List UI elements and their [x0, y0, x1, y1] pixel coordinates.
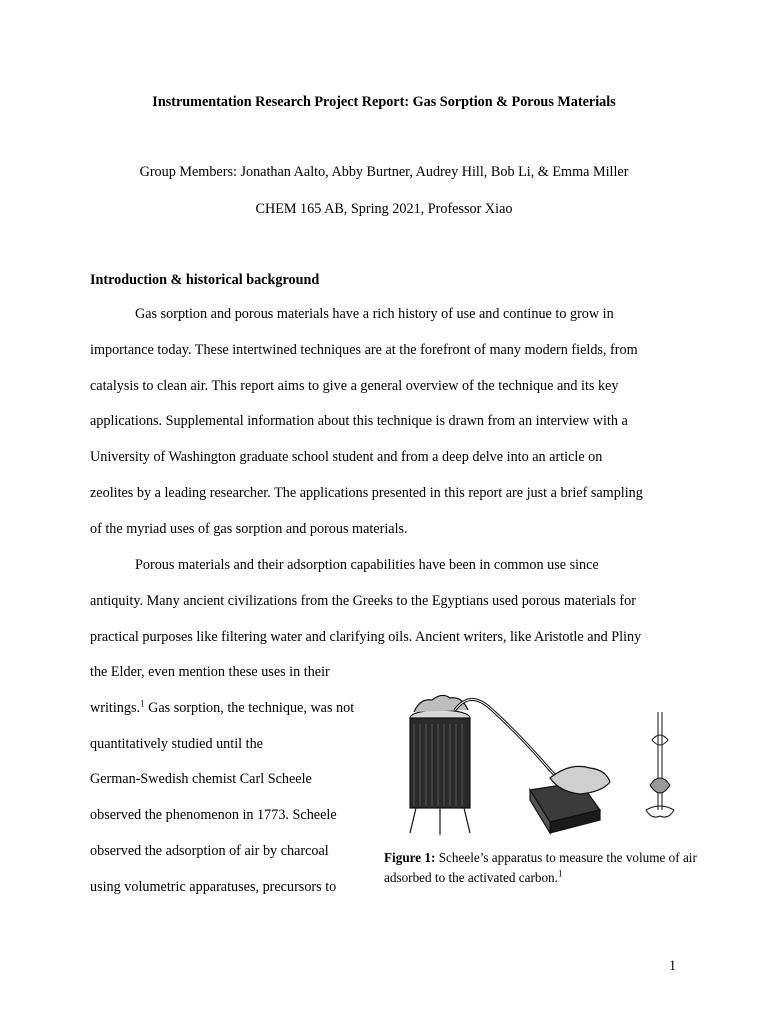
group-members: Group Members: Jonathan Aalto, Abby Burtner, Audrey Hill, Bob Li, & Emma Miller [139, 164, 629, 180]
text-line: German-Swedish chemist Carl Scheele [90, 771, 312, 788]
text-line: antiquity. Many ancient civilizations from the Greeks to the Egyptians used porous materials for [90, 592, 636, 609]
section-heading: Introduction & historical background [90, 272, 320, 288]
footnote-ref[interactable]: 1 [557, 868, 563, 879]
tube-illustration [455, 699, 562, 782]
text-line: using volumetric apparatuses, precursors to [90, 878, 337, 895]
text-line: catalysis to clean air. This report aims to give a general overview of the technique and its key [90, 377, 619, 394]
paragraph-history-wrapped [90, 655, 380, 906]
text-line: zeolites by a leading researcher. The applications presented in this report are just a brief sampling [90, 484, 643, 501]
text-line: applications. Supplemental information about this technique is drawn from an interview with a [90, 413, 628, 430]
text-line: importance today. These intertwined techniques are at the forefront of many modern fields, from [90, 341, 638, 358]
course-info: CHEM 165 AB, Spring 2021, Professor Xiao [255, 201, 513, 217]
paragraph-history [90, 548, 690, 655]
figure-label: Figure 1: [384, 850, 436, 865]
text-line: practical purposes like filtering water and clarifying oils. Ancient writers, like Aristotle and Pliny [90, 628, 642, 645]
text-line: the Elder, even mention these uses in their [90, 664, 330, 680]
text-line: observed the adsorption of air by charcoal [90, 842, 329, 859]
basin-illustration [530, 766, 610, 833]
text-fragment: writings. [90, 699, 141, 716]
page-number: 1 [669, 958, 677, 974]
scheele-apparatus-illustration [400, 690, 720, 840]
text-line [90, 691, 380, 727]
footnote-ref[interactable]: 1 [140, 698, 145, 709]
figure-caption-text: Scheele’s apparatus to measure the volume of air adsorbed to the activated carbon. [384, 850, 697, 885]
paragraph-intro [90, 297, 690, 548]
text-line: University of Washington graduate school student and from a deep delve into an article on [90, 449, 603, 466]
text-fragment: Gas sorption, the technique, was not [144, 699, 355, 716]
text-line: quantitatively studied until the [90, 735, 263, 752]
jar-illustration [410, 695, 470, 835]
document-title: Instrumentation Research Project Report: Gas Sorption & Porous Materials [152, 94, 616, 110]
text-line: observed the phenomenon in 1773. Scheele [90, 807, 337, 824]
stand-illustration [646, 712, 674, 817]
text-line: of the myriad uses of gas sorption and porous materials. [90, 520, 408, 537]
text-line: Porous materials and their adsorption capabilities have been in common use since [135, 557, 599, 573]
figure-caption [384, 848, 724, 888]
text-line: Gas sorption and porous materials have a rich history of use and continue to grow in [135, 306, 614, 322]
